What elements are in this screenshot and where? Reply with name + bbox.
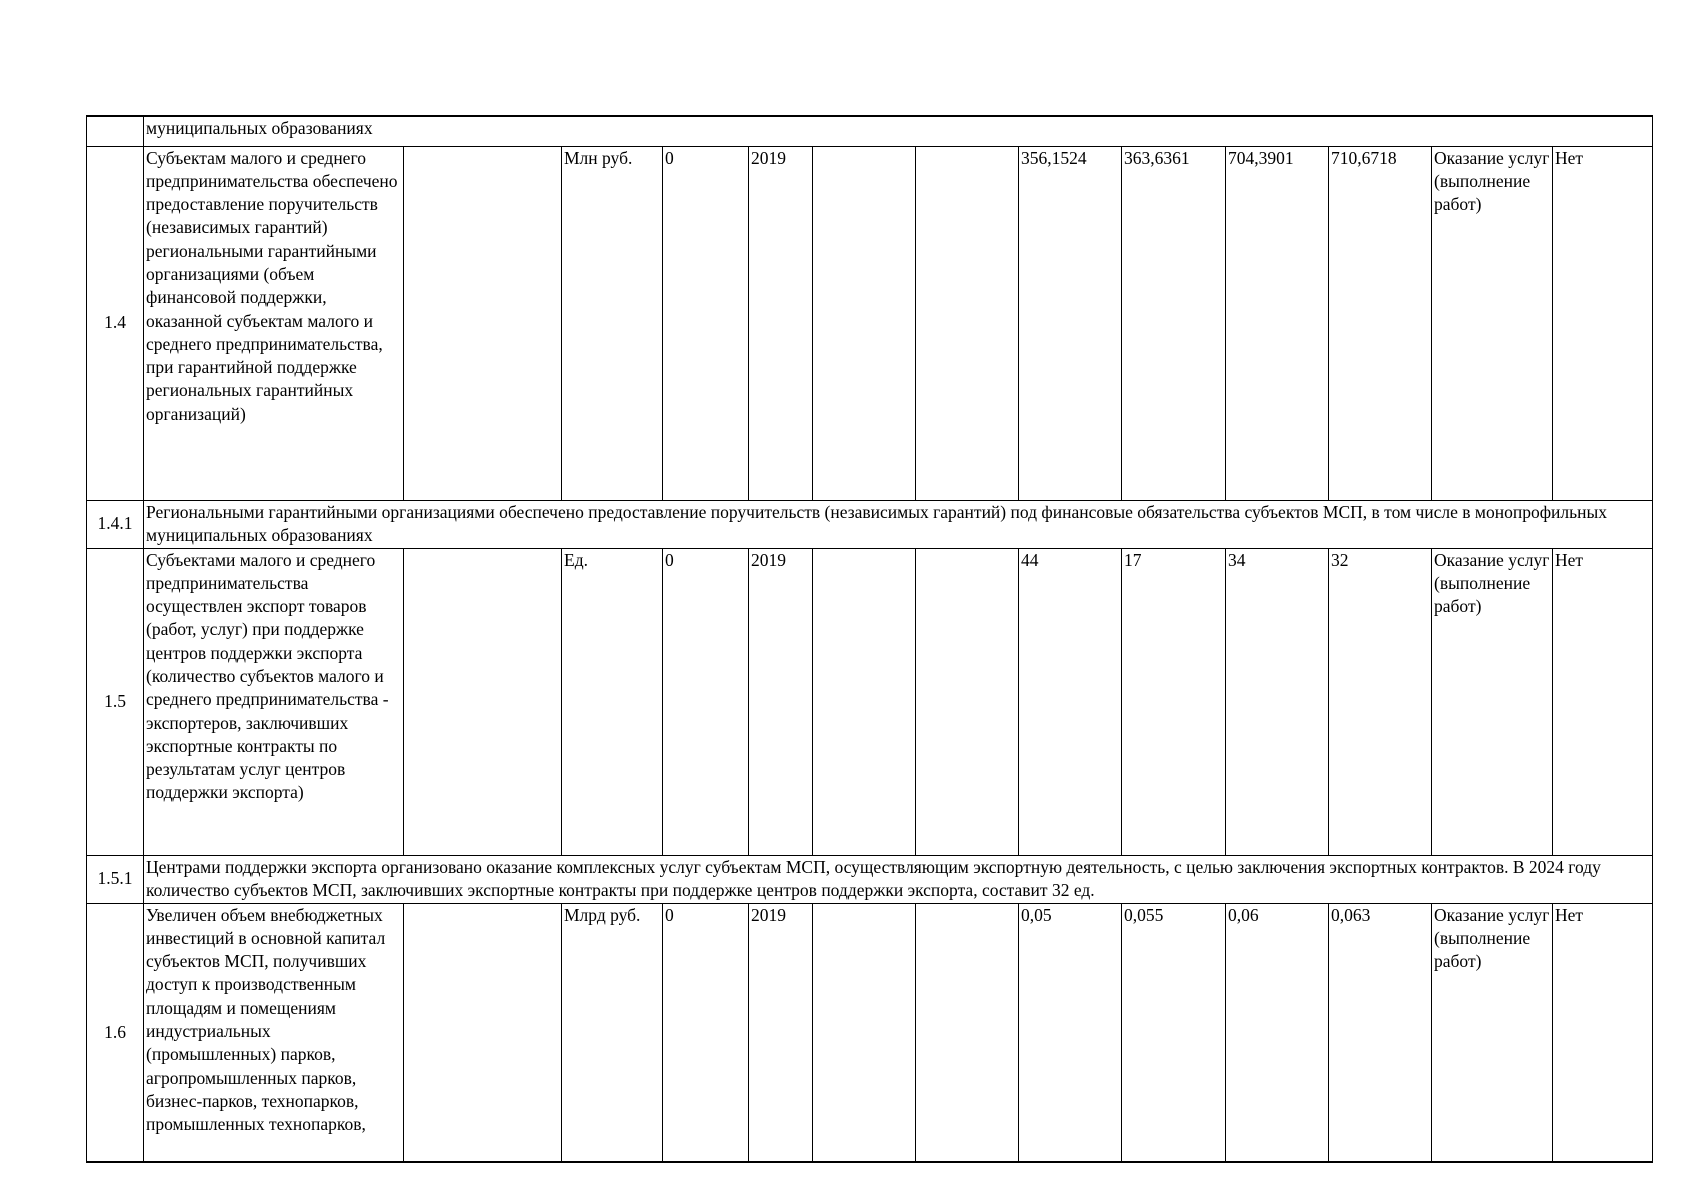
base-value-cell: 0: [663, 548, 749, 855]
value-cell: 0,063: [1329, 903, 1432, 1162]
value-cell: 44: [1019, 548, 1122, 855]
result-name: Увеличен объем внебюджетных инвестиций в основной капитал субъектов МСП, получивших доступ к производственным площадям и помещениям индустриальных (промышленных) парков, агропромышленных парков, бизнес-парков, технопарков, промышленных технопарков,: [144, 903, 404, 1162]
result-type-cell: Оказание услуг (выполнение работ): [1432, 146, 1553, 500]
row-number: 1.6: [87, 903, 144, 1162]
flag-cell: Нет: [1553, 548, 1653, 855]
base-year-cell: 2019: [749, 146, 813, 500]
empty-cell: [916, 903, 1019, 1162]
base-year-cell: 2019: [749, 903, 813, 1162]
empty-cell: [404, 903, 562, 1162]
value-cell: 34: [1226, 548, 1329, 855]
value-cell: 710,6718: [1329, 146, 1432, 500]
empty-cell: [813, 548, 916, 855]
value-cell: 0,055: [1122, 903, 1226, 1162]
value-cell: 0,06: [1226, 903, 1329, 1162]
result-type-cell: Оказание услуг (выполнение работ): [1432, 548, 1553, 855]
base-value-cell: 0: [663, 146, 749, 500]
value-cell: 704,3901: [1226, 146, 1329, 500]
table-row: [87, 146, 1653, 500]
unit-cell: Ед.: [562, 548, 663, 855]
table-row: [87, 903, 1653, 1162]
value-cell: 356,1524: [1019, 146, 1122, 500]
row-number-cell: [87, 116, 144, 146]
table-row: [87, 548, 1653, 855]
result-name: Субъектами малого и среднего предпринимательства осуществлен экспорт товаров (работ, услуг) при поддержке центров поддержки экспорта (количество субъектов малого и среднего предпринимательства - экспортеров, заключивших экспортные контракты по результатам услуг центров поддержки экспорта): [144, 548, 404, 855]
empty-cell: [404, 548, 562, 855]
value-cell: 363,6361: [1122, 146, 1226, 500]
row-number: 1.5.1: [87, 855, 144, 903]
empty-cell: [916, 548, 1019, 855]
result-type-cell: Оказание услуг (выполнение работ): [1432, 903, 1553, 1162]
task-description: Центрами поддержки экспорта организовано оказание комплексных услуг субъектам МСП, осуществляющим экспортную деятельность, с целью заключения экспортных контрактов. В 2024 году количество субъектов МСП, заключивших экспортные контракты при поддержке центров поддержки экспорта, составит 32 ед.: [144, 855, 1653, 903]
value-cell: 32: [1329, 548, 1432, 855]
measures-table: [86, 115, 1653, 1163]
value-cell: 17: [1122, 548, 1226, 855]
row-number: 1.4: [87, 146, 144, 500]
continuation-text: муниципальных образованиях: [144, 116, 1653, 146]
flag-cell: Нет: [1553, 146, 1653, 500]
base-year-cell: 2019: [749, 548, 813, 855]
flag-cell: Нет: [1553, 903, 1653, 1162]
task-description: Региональными гарантийными организациями обеспечено предоставление поручительств (независимых гарантий) под финансовые обязательства субъектов МСП, в том числе в монопрофильных муниципальных образованиях: [144, 500, 1653, 548]
result-name: Субъектам малого и среднего предпринимательства обеспечено предоставление поручительств (независимых гарантий) региональными гарантийными организациями (объем финансовой поддержки, оказанной субъектам малого и среднего предпринимательства, при гарантийной поддержке региональных гарантийных организаций): [144, 146, 404, 500]
table-row: [87, 855, 1653, 903]
empty-cell: [813, 146, 916, 500]
value-cell: 0,05: [1019, 903, 1122, 1162]
base-value-cell: 0: [663, 903, 749, 1162]
row-number: 1.4.1: [87, 500, 144, 548]
empty-cell: [813, 903, 916, 1162]
table-row: [87, 500, 1653, 548]
unit-cell: Млрд руб.: [562, 903, 663, 1162]
unit-cell: Млн руб.: [562, 146, 663, 500]
empty-cell: [916, 146, 1019, 500]
empty-cell: [404, 146, 562, 500]
table-row: [87, 116, 1653, 146]
row-number: 1.5: [87, 548, 144, 855]
